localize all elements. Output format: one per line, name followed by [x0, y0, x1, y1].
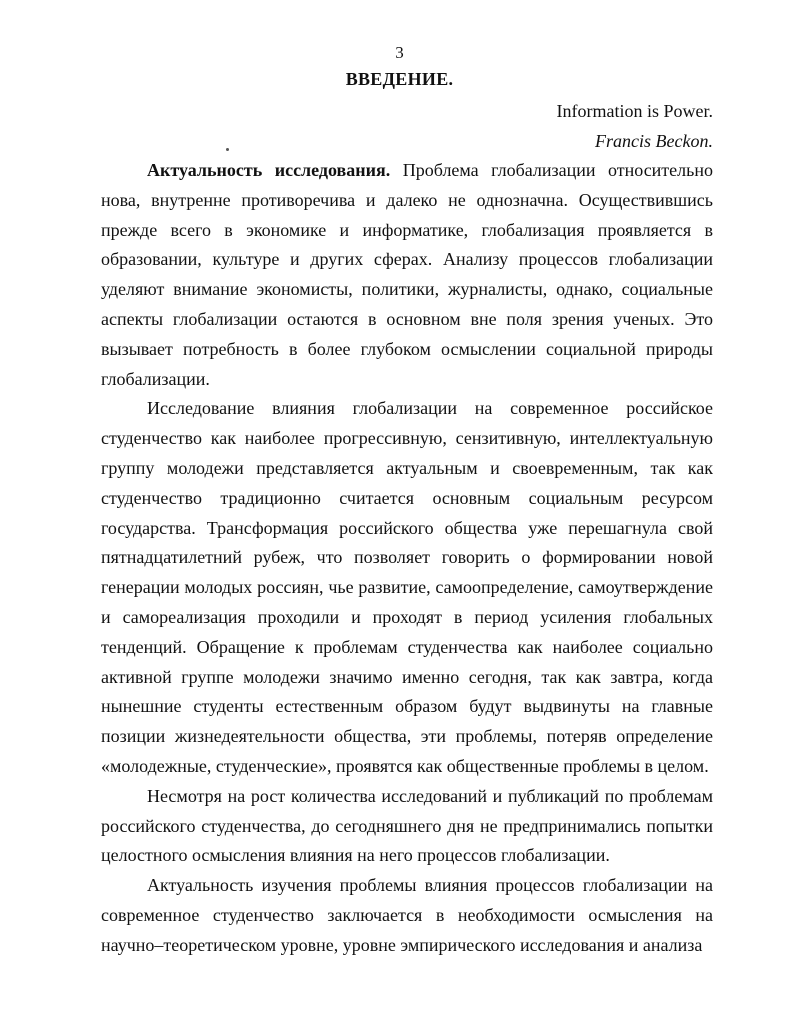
epigraph-quote: Information is Power.: [556, 101, 713, 121]
page-number: 3: [395, 43, 404, 62]
paragraph-lead: Актуальность исследования.: [147, 160, 391, 180]
epigraph-author: Francis Beckon.: [595, 131, 713, 151]
section-heading: ВВЕДЕНИЕ.: [345, 69, 454, 89]
paragraph-students: Исследование влияния глобализации на современное российское студенчество как наиболее прогрессивную, сензитивную, интеллектуальную группу молодежи представляется актуальным и своевременным, так как студенчество традиционно считается основным социальным ресурсом государства. Трансформация российского общества уже перешагнула свой пятнадцатилетний рубеж, что позволяет говорить о формировании новой генерации молодых россиян, чье развитие, самоопределение, самоутверждение и самореализация проходили и проходят в период усиления глобальных тенденций. Обращение к проблемам студенчества как наиболее социально активной группе молодежи значимо именно сегодня, так как завтра, когда нынешние студенты естественным образом будут выдвинуты на главные позиции жизнедеятельности общества, эти проблемы, потеряв определение «молодежные, студенческие», проявятся как общественные проблемы в целом.: [101, 398, 713, 776]
body-text: [101, 156, 713, 961]
scan-speck: [226, 148, 229, 151]
paragraph-text: Проблема глобализации относительно нова, внутренне противоречива и далеко не однозначна. Осуществившись прежде всего в экономике и информатике, глобализация проявляется в образовании, культуре и других сферах. Анализу процессов глобализации уделяют внимание экономисты, политики, журналисты, однако, социальные аспекты глобализации остаются в основном вне поля зрения ученых. Это вызывает потребность в более глубоком осмыслении социальной природы глобализации.: [101, 160, 713, 389]
paragraph-relevance: [101, 156, 713, 394]
paragraph-study-relevance: Актуальность изучения проблемы влияния процессов глобализации на современное студенчество заключается в необходимости осмысления на научно–теоретическом уровне, уровне эмпирического исследования и анализа: [101, 875, 713, 955]
paragraph-research-gap: Несмотря на рост количества исследований и публикаций по проблемам российского студенчества, до сегодняшнего дня не предпринимались попытки целостного осмысления влияния на него процессов глобализации.: [101, 785, 713, 866]
